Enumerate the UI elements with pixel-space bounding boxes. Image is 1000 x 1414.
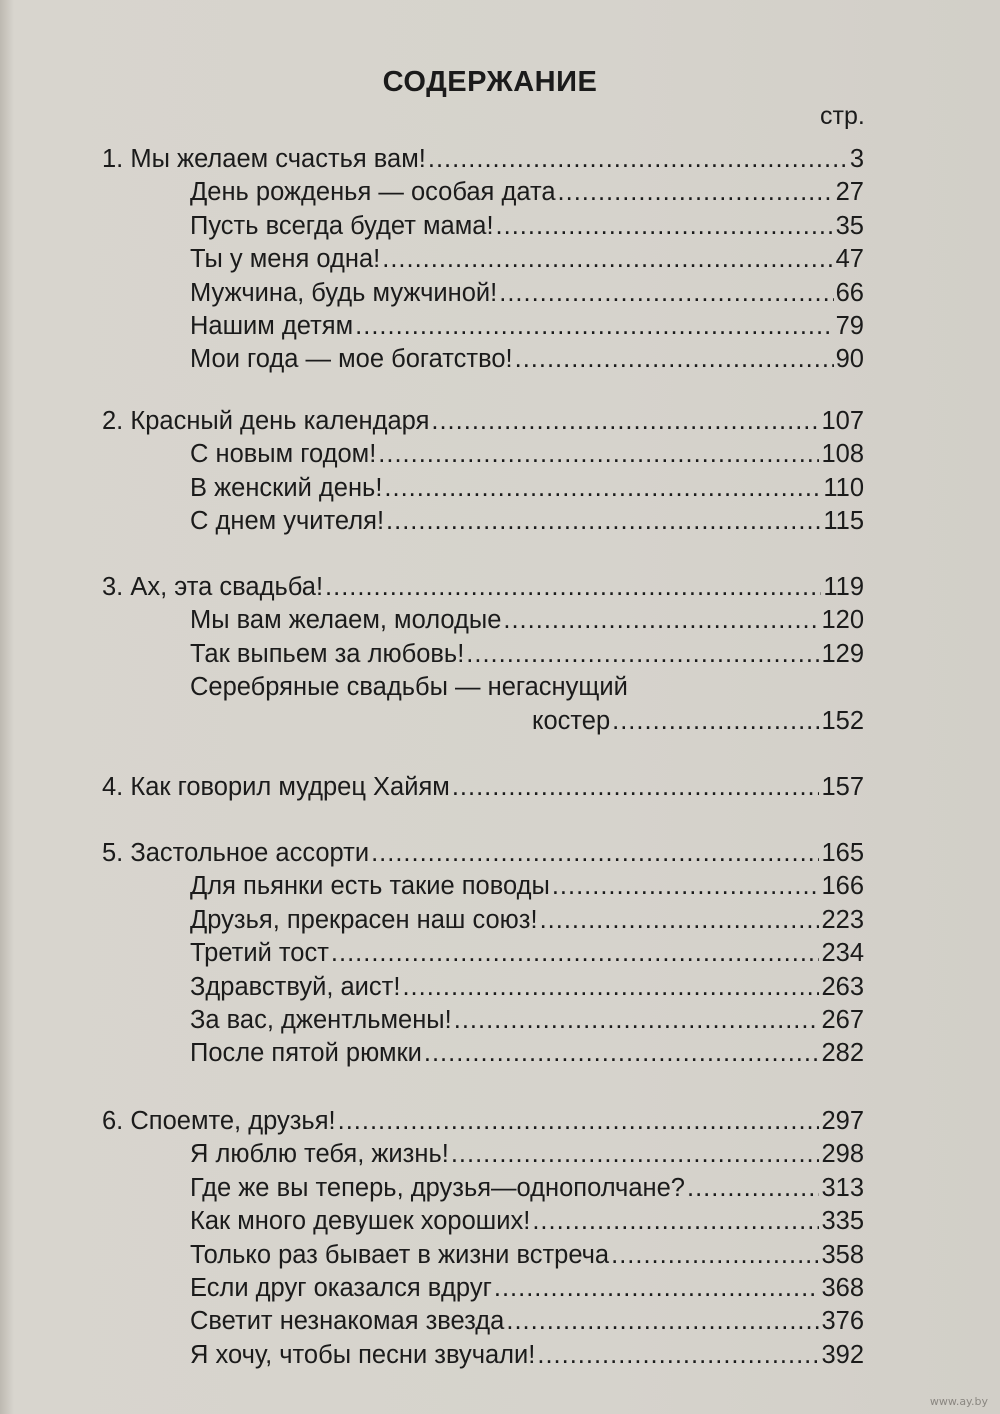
page-number: 119 [823, 573, 864, 601]
page-number: 234 [821, 939, 864, 968]
toc-item-row [0, 936, 1000, 970]
entry-title: Я хочу, чтобы песни звучали! [190, 1340, 536, 1369]
toc-item-row [0, 970, 1000, 1004]
toc-item-row [0, 471, 1000, 505]
entry-title: Как много девушек хороших! [190, 1207, 531, 1236]
dot-leader [325, 570, 821, 604]
entry-title: За вас, джентльмены! [190, 1006, 452, 1034]
dot-leader [515, 342, 834, 376]
toc-section-row [0, 404, 1000, 438]
page-number: 392 [821, 1340, 864, 1369]
dot-leader [454, 1003, 820, 1037]
dot-leader [384, 471, 821, 505]
toc-item-row [0, 1271, 1000, 1305]
toc-item-row [0, 209, 1000, 243]
entry-title: Только раз бывает в жизни встреча [190, 1240, 610, 1269]
page-number: 120 [821, 606, 864, 635]
toc-section-row [0, 142, 1000, 176]
entry-title: Пусть всегда будет мама! [190, 211, 494, 240]
toc-item-row [0, 175, 1000, 209]
toc-item-row [0, 437, 1000, 471]
entry-title: 6. Споемте, друзья! [102, 1107, 336, 1135]
entry-title: В женский день! [190, 473, 383, 502]
toc-section-row [0, 770, 1000, 804]
toc-item-row [0, 869, 1000, 903]
toc-section-row [0, 836, 1000, 870]
page-number: 79 [835, 312, 864, 340]
page-number: 358 [821, 1240, 864, 1269]
page-number: 376 [821, 1307, 864, 1336]
page-number: 27 [835, 178, 864, 207]
dot-leader [611, 1238, 819, 1272]
dot-leader [612, 704, 819, 738]
entry-title: Ты у меня одна! [190, 245, 381, 274]
dot-leader [540, 903, 820, 937]
entry-title: 3. Ах, эта свадьба! [102, 573, 324, 601]
entry-title: 5. Застольное ассорти [102, 839, 370, 867]
dot-leader [424, 1036, 820, 1070]
entry-title: Нашим детям [190, 312, 354, 340]
dot-leader [451, 1137, 820, 1171]
toc-item-row [0, 670, 1000, 704]
entry-title: Светит незнакомая звезда [190, 1307, 505, 1336]
dot-leader [552, 869, 820, 903]
page-number: 35 [835, 211, 864, 240]
page-number: 110 [823, 473, 864, 502]
page-number: 157 [821, 773, 864, 801]
toc-item-row [0, 1171, 1000, 1205]
entry-title: 4. Как говорил мудрец Хайям [102, 773, 450, 801]
dot-leader [371, 836, 819, 870]
page-number: 368 [821, 1274, 864, 1302]
entry-title: Я люблю тебя, жизнь! [190, 1140, 449, 1169]
page-number: 297 [821, 1107, 864, 1135]
page-number: 282 [821, 1039, 864, 1068]
dot-leader [331, 936, 820, 970]
toc-section-row [0, 570, 1000, 604]
page-column-header: стр. [820, 102, 865, 130]
entry-title: Так выпьем за любовь! [190, 639, 465, 668]
page-number: 107 [821, 407, 864, 435]
watermark: www.ay.by [929, 1395, 988, 1408]
dot-leader [537, 1338, 819, 1372]
toc-item-row [0, 1204, 1000, 1238]
toc-item-row [0, 342, 1000, 376]
page-number: 263 [821, 972, 864, 1001]
entry-title: С новым годом! [190, 440, 377, 469]
toc-item-row-continued [0, 704, 1000, 738]
toc-item-row [0, 1003, 1000, 1037]
page-title: СОДЕРЖАНИЕ [382, 66, 598, 98]
dot-leader [355, 309, 833, 343]
dot-leader [496, 209, 834, 243]
page-number: 115 [823, 507, 864, 536]
dot-leader [503, 603, 819, 637]
dot-leader [466, 637, 819, 671]
toc-item-row [0, 637, 1000, 671]
toc-item-row [0, 504, 1000, 538]
page-number: 129 [821, 639, 864, 668]
dot-leader [506, 1304, 819, 1338]
dot-leader [338, 1104, 820, 1138]
dot-leader [428, 142, 848, 176]
page-number: 152 [821, 706, 864, 735]
page-number: 90 [835, 345, 864, 374]
entry-title: Мои года — мое богатство! [190, 345, 513, 374]
entry-title: День рожденья — особая дата [190, 178, 556, 207]
toc-item-row [0, 242, 1000, 276]
dot-leader [452, 770, 820, 804]
entry-title: 1. Мы желаем счастья вам! [102, 145, 426, 173]
dot-leader [532, 1204, 819, 1238]
page-number: 313 [821, 1173, 864, 1202]
entry-title: Для пьянки есть такие поводы [190, 872, 550, 901]
dot-leader [494, 1271, 820, 1305]
entry-title: Мужчина, будь мужчиной! [190, 278, 498, 307]
dot-leader [402, 970, 819, 1004]
dot-leader [558, 175, 834, 209]
toc-section-row [0, 1104, 1000, 1138]
toc-item-row [0, 1036, 1000, 1070]
toc-item-row [0, 276, 1000, 310]
dot-leader [687, 1171, 819, 1205]
entry-title: После пятой рюмки [190, 1039, 422, 1068]
toc-item-row [0, 1137, 1000, 1171]
entry-title: 2. Красный день календаря [102, 407, 430, 435]
dot-leader [386, 504, 821, 538]
entry-title: Мы вам желаем, молодые [190, 606, 502, 635]
entry-title: Третий тост [190, 939, 329, 968]
page-number: 108 [821, 440, 864, 469]
page-number: 47 [835, 245, 864, 274]
toc-item-row [0, 1304, 1000, 1338]
dot-leader [499, 276, 833, 310]
page-number: 298 [821, 1140, 864, 1169]
page-number: 166 [821, 872, 864, 901]
entry-title: Где же вы теперь, друзья—однополчане? [190, 1173, 685, 1202]
entry-title: С днем учителя! [190, 507, 385, 536]
page-number: 165 [821, 839, 864, 867]
entry-title: Если друг оказался вдруг [190, 1274, 492, 1302]
entry-title: Здравствуй, аист! [190, 972, 401, 1001]
toc-item-row [0, 1238, 1000, 1272]
toc-item-row [0, 309, 1000, 343]
entry-title: Серебряные свадьбы — негаснущий [190, 673, 628, 702]
page-number: 3 [849, 145, 864, 173]
page-number: 335 [821, 1207, 864, 1236]
toc-item-row [0, 903, 1000, 937]
dot-leader [431, 404, 819, 438]
dot-leader [378, 437, 819, 471]
toc-item-row [0, 1338, 1000, 1372]
page-number: 66 [835, 278, 864, 307]
dot-leader [382, 242, 833, 276]
page-number: 267 [821, 1006, 864, 1034]
entry-title: Друзья, прекрасен наш союз! [190, 905, 538, 934]
entry-title: костер [532, 706, 611, 735]
page-number: 223 [821, 905, 864, 934]
toc-item-row [0, 603, 1000, 637]
